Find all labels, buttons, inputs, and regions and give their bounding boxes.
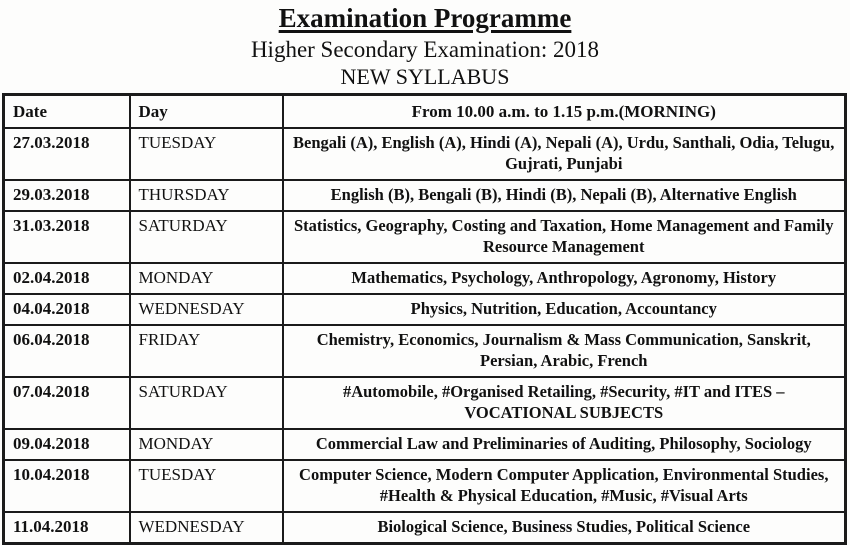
day-cell: THURSDAY bbox=[130, 180, 283, 211]
column-header-session: From 10.00 a.m. to 1.15 p.m.(MORNING) bbox=[283, 94, 846, 128]
table-row bbox=[4, 263, 846, 294]
subjects-cell: Computer Science, Modern Computer Application, Environmental Studies, #Health & Physical Education, #Music, #Visual Arts bbox=[283, 460, 846, 512]
day-cell: TUESDAY bbox=[130, 460, 283, 512]
syllabus-label: NEW SYLLABUS bbox=[340, 64, 510, 90]
subjects-cell: Physics, Nutrition, Education, Accountancy bbox=[283, 294, 846, 325]
column-header-date: Date bbox=[4, 94, 130, 128]
day-cell: FRIDAY bbox=[130, 325, 283, 377]
date-cell: 07.04.2018 bbox=[4, 377, 130, 429]
exam-schedule-table bbox=[2, 93, 847, 545]
day-cell: WEDNESDAY bbox=[130, 512, 283, 544]
page-title: Examination Programme bbox=[278, 3, 572, 33]
subjects-cell: Chemistry, Economics, Journalism & Mass Communication, Sanskrit, Persian, Arabic, French bbox=[283, 325, 846, 377]
day-cell: WEDNESDAY bbox=[130, 294, 283, 325]
subjects-cell: Statistics, Geography, Costing and Taxation, Home Management and Family Resource Management bbox=[283, 211, 846, 263]
date-cell: 27.03.2018 bbox=[4, 128, 130, 180]
table-row bbox=[4, 377, 846, 429]
date-cell: 09.04.2018 bbox=[4, 429, 130, 460]
subjects-cell: #Automobile, #Organised Retailing, #Security, #IT and ITES – VOCATIONAL SUBJECTS bbox=[283, 377, 846, 429]
subjects-cell: Biological Science, Business Studies, Political Science bbox=[283, 512, 846, 544]
subjects-cell: Commercial Law and Preliminaries of Auditing, Philosophy, Sociology bbox=[283, 429, 846, 460]
table-header-row bbox=[4, 94, 846, 128]
table-row bbox=[4, 180, 846, 211]
subjects-cell: English (B), Bengali (B), Hindi (B), Nepali (B), Alternative English bbox=[283, 180, 846, 211]
column-header-day: Day bbox=[130, 94, 283, 128]
date-cell: 02.04.2018 bbox=[4, 263, 130, 294]
day-cell: MONDAY bbox=[130, 429, 283, 460]
date-cell: 11.04.2018 bbox=[4, 512, 130, 544]
subjects-cell: Bengali (A), English (A), Hindi (A), Nepali (A), Urdu, Santhali, Odia, Telugu, Gujrati, Punjabi bbox=[283, 128, 846, 180]
table-body bbox=[4, 128, 846, 544]
table-row bbox=[4, 325, 846, 377]
table-row bbox=[4, 460, 846, 512]
document-header bbox=[0, 0, 850, 90]
table-row bbox=[4, 512, 846, 544]
day-cell: SATURDAY bbox=[130, 211, 283, 263]
day-cell: TUESDAY bbox=[130, 128, 283, 180]
subjects-cell: Mathematics, Psychology, Anthropology, Agronomy, History bbox=[283, 263, 846, 294]
table-row bbox=[4, 294, 846, 325]
day-cell: MONDAY bbox=[130, 263, 283, 294]
date-cell: 10.04.2018 bbox=[4, 460, 130, 512]
page-subtitle: Higher Secondary Examination: 2018 bbox=[250, 36, 600, 62]
date-cell: 04.04.2018 bbox=[4, 294, 130, 325]
date-cell: 29.03.2018 bbox=[4, 180, 130, 211]
table-row bbox=[4, 128, 846, 180]
date-cell: 06.04.2018 bbox=[4, 325, 130, 377]
day-cell: SATURDAY bbox=[130, 377, 283, 429]
table-row bbox=[4, 429, 846, 460]
table-row bbox=[4, 211, 846, 263]
date-cell: 31.03.2018 bbox=[4, 211, 130, 263]
